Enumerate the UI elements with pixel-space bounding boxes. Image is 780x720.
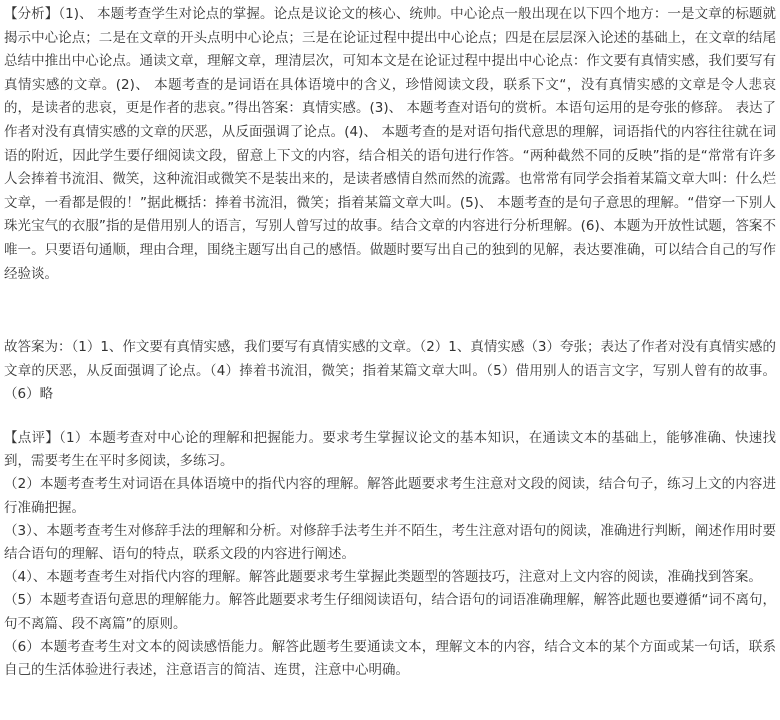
comment-section bbox=[4, 427, 776, 682]
comment-item-1: 【点评】（1）本题考查对中心论的理解和把握能力。要求考生掌握议论文的基本知识，在通读文本的基础上，能够准确、快速找到，需要考生在平时多阅读，多练习。 bbox=[4, 429, 776, 470]
comment-item-4: （4）、本题考查考生对指代内容的理解。解答此题要求考生掌握此类题型的答题技巧，注意对上文内容的阅读，准确找到答案。 bbox=[4, 569, 762, 586]
comment-item-3: （3）、本题考查考生对修辞手法的理解和分析。对修辞手法考生并不陌生，考生注意对语句的阅读，准确进行判断，阐述作用时要结合语句的理解、语句的特点，联系文段的内容进行阐述。 bbox=[4, 522, 776, 562]
comment-item-2: （2）本题考查考生对词语在具体语境中的指代内容的理解。解答此题要求考生注意对文段的阅读，结合句子，练习上文的内容进行准确把握。 bbox=[4, 476, 776, 516]
final-answer-paragraph: 故答案为：（1）1、作文要有真情实感，我们要写有真情实感的文章。（2）1、真情实感（3）夸张；表达了作者对没有真情实感的文章的厌恶，从反面强调了论点。（4）捧着书流泪，微笑；指着某篇文章大叫。（5）借用别人的语言文字，写别人曾有的故事。（6）略 bbox=[4, 339, 776, 403]
analysis-paragraph: 【分析】（1)、 本题考查学生对论点的掌握。论点是议论文的核心、统帅。中心论点一般出现在以下四个地方：一是文章的标题就揭示中心论点；二是在文章的开头点明中心论点；三是在论证过程中提出中心论点；四是在层层深入论述的基础上，在文章的结尾总结中推出中心论点。通读文章，理解文章，理清层次，可知本文是在论证过程中提出中心论点：作文要有真情实感，我们要写有真情实感的文章。(2)、 本题考查的是词语在具体语境中的含义，珍惜阅读文段，联系下文“，没有真情实感的文章是令人悲哀的，是读者的悲哀，更是作者的悲哀。”得出答案：真情实感。(3)、 本题考查对语句的赏析。本语句运用的是夸张的修辞。 表达了作者对没有真情实感的文章的厌恶，从反面强调了论点。(4)、 本题考查的是对语句指代意思的理解，词语指代的内容往往就在词语的附近，因此学生要仔细阅读文段，留意上下文的内容，结合相关的语句进行作答。“两种截然不同的反映”指的是“常常有许多人会捧着书流泪、微笑，这种流泪或微笑不是装出来的，是读者感情自然而然的流露。也常常有同学会指着某篇文章大叫：什么烂文章，一看都是假的！”据此概括：捧着书流泪，微笑；指着某篇文章大叫。(5)、 本题考查的是句子意思的理解。“借穿一下别人珠光宝气的衣服”指的是借用别人的语言，写别人曾写过的故事。结合文章的内容进行分析理解。(6)、本题为开放性试题，答案不唯一。只要语句通顺，理由合理，围绕主题写出自己的感悟。做题时要写出自己的独到的见解，表达要准确，可以结合自己的写作经验谈。 bbox=[4, 6, 776, 282]
comment-item-5: （5）本题考查语句意思的理解能力。解答此题要求考生仔细阅读语句，结合语句的词语准确理解，解答此题也要遵循“词不离句，句不离篇、段不离篇”的原则。 bbox=[4, 592, 776, 632]
comment-item-6: （6）本题考查考生对文本的阅读感悟能力。解答此题考生要通读文本，理解文本的内容，结合文本的某个方面或某一句话，联系自己的生活体验进行表述，注意语言的简洁、连贯，注意中心明确。 bbox=[4, 638, 776, 678]
